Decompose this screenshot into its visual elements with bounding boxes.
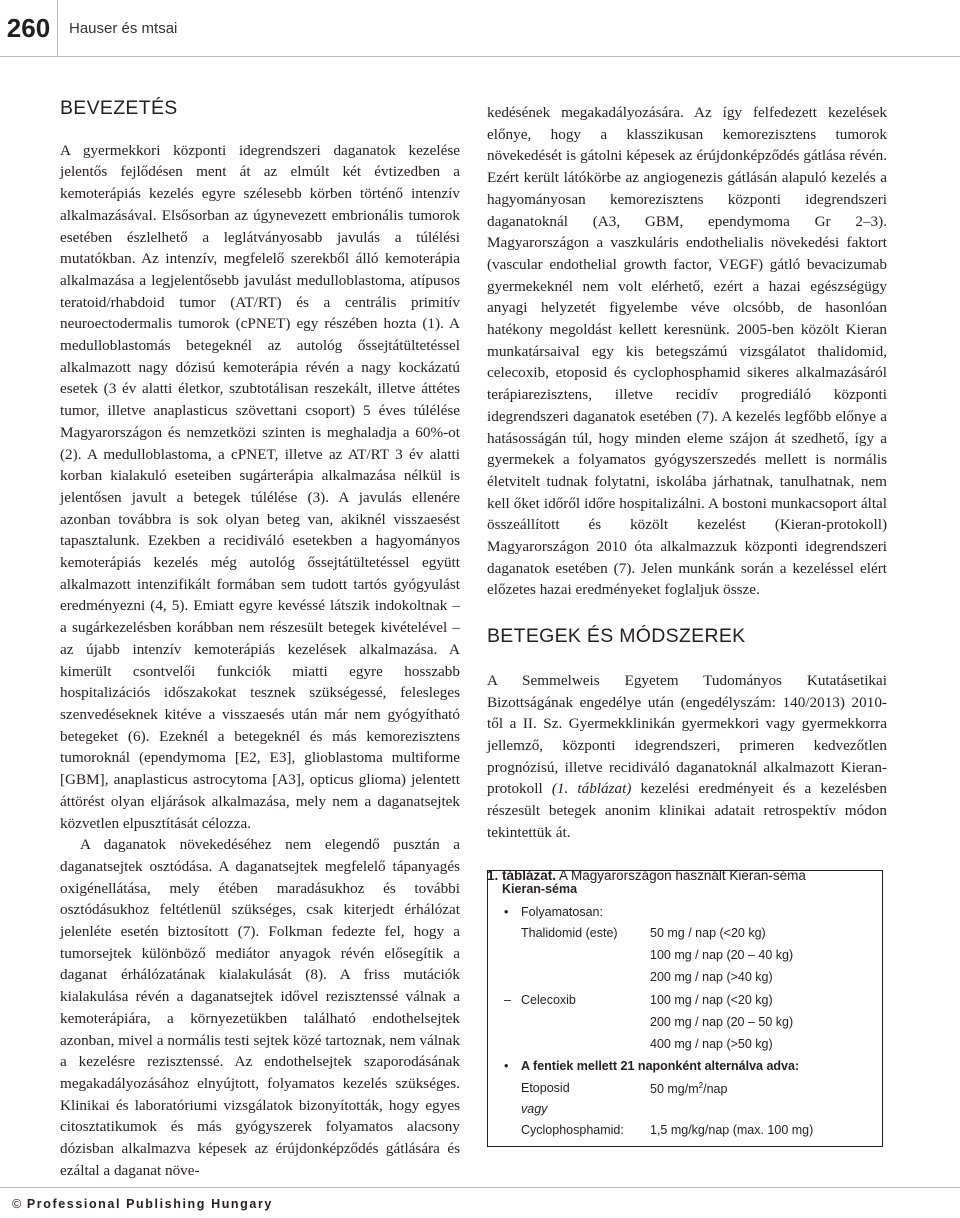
section-heading-betegek: BETEGEK ÉS MÓDSZEREK <box>487 625 746 648</box>
or-label: vagy <box>521 1102 548 1116</box>
page-header <box>0 0 960 57</box>
paragraph: kedésének megakadályozására. Az így felfedezett kezelések előnye, hogy a klasszikusan kemorezisztens tumorok növekedését is gátolni képesek az érújdonképződés gátlása révén. Ezért került látókörbe az angiogenezis gátlásán alapuló kezelés a hagyományosan kemorezisztens központi idegrendszeri daganatoknál (A3, GBM, ependymoma Gr 2–3). Magyarországon a vaszkuláris endothelialis növekedési faktort (vascular endothelial growth factor, VEGF) gátló bevacizumab gyermekeknél nem volt elérhető, ezért a hazai egészségügy anyagi helyzetét figyelembe véve olcsóbb, de hasonlóan hatékony megoldást kellett keresnünk. 2005-ben közölt Kieran munkatársaival egy kis betegszámú vizsgálatot thalidomid, celecoxib, etoposid és cyclophosphamid sikeres alkalmazásáról terápiarezisztens, illetve recidív progrediáló központi idegrendszeri daganatok esetében (7). A kezelés legfőbb előnye a hatásosságán túl, hogy minden eleme szájon át szedhető, így a gyermekek a folyamatos gyógyszerszedés mellett is normális életvitelt tudnak folytatni, iskolába járhatnak, tanulhatnak, nem kell őket időről időre hospitalizálni. A bostoni munkacsoport által összeállított és közölt kezelést (Kieran-protokoll) Magyarországon 2010 óta alkalmazzuk központi idegrendszeri daganatok esetében (7). Jelen munkánk során a kezeléssel elért előzetes hazai eredményeket foglaljuk össze. <box>487 104 887 599</box>
dose: 200 mg / nap (20 – 50 kg) <box>650 1015 794 1029</box>
dose: 50 mg / nap (<20 kg) <box>650 926 766 940</box>
dose: 400 mg / nap (>50 kg) <box>650 1037 773 1051</box>
paragraph: A gyermekkori központi idegrendszeri daganatok kezelése jelentős fejlődésen ment át az elmúlt két évtizedben a kemoterápiás kezelés egyre szélesebb körben történő intenzív alkalmazásával. Elsősorban az úgynevezett embrionális tumorok esetében észlelhető a leglátványosabb javulás a túlélési mutatókban. Az intenzív, megfelelő szerekből álló kemoterápia alkalmazása a legjelentősebb javulást medulloblastoma, atípusos teratoid/rhabdoid tumor (AT/RT) és a centrális primitív neuroectodermalis tumorok (cPNET) egy részében hozta (1). A medulloblastomás betegeknél az autológ őssejtátültetéssel alkalmazott nagy dózisú kemoterápia révén a nagy kockázatú esetek (3 év alatti életkor, szubtotálisan reszekált, illetve áttétes tumor, illetve anaplasticus szövettani csoport) 5 éves túlélése Magyarországon és nemzetközi szinten is meghaladja a 60%-ot (2). A medulloblastoma, a cPNET, illetve az AT/RT 3 év alatti korban kialakuló eseteiben sugárterápia alkalmazása nélkül is jelentősen javult a betegek túlélése (3). A javulás ellenére azonban továbbra is sok olyan beteg van, akiknél visszaesést tapasztalunk. Ezekben a recidiváló esetekben a hagyományos kemoterápiás kezelés még autológ őssejtátültetéssel együtt alkalmazott intenzifikált formában sem tudott tartós gyógyulást eredményezni (4, 5). Emiatt egyre kevéssé látszik indokoltnak – a sugárkezelésben korábban nem részesült betegek kivételével – az újabb intenzív kemoterápiás kezelések alkalmazása. A kimerült csontvelői funkciók miatti egyre hosszabb hospitalizációs időszakokat tesznek szükségessé, felesleges szenvedéseknek kitéve a visszaesés után már nem gyógyítható betegeket (6). Ezeknél a betegeknél és más kemorezisztens tumoroknál (ependymoma [E2, E3], glioblastoma multiforme [GBM], anaplasticus astrocytoma [A3], opticus glioma) jelentett áttörést olyan eljárások alkalmazása, mely nem a daganatsejtek közvetlen elpusztítását célozza. <box>60 141 460 832</box>
publisher-credit: © Professional Publishing Hungary <box>12 1197 273 1211</box>
dose: 100 mg / nap (<20 kg) <box>650 993 773 1007</box>
drug-name: Etoposid <box>521 1081 570 1095</box>
running-head: Hauser és mtsai <box>69 20 178 37</box>
page-footer <box>0 1187 960 1218</box>
table-label: Folyamatosan: <box>521 905 603 919</box>
bullet-icon: • <box>504 905 509 919</box>
drug-name: Celecoxib <box>521 993 576 1007</box>
paragraph: A Semmelweis Egyetem Tudományos Kutatásetikai Bizottságának engedélye után (engedélyszám: 140/2013) 2010-től a II. Sz. Gyermekklinikán gyermekkori vagy gyermekkorra jellemző, központi idegrendszeri, primeren kedvezőtlen prognózisú, illetve recidiváló daganatoknál alkalmazott Kieran-protokoll (1. táblázat) kezelési eredményeit és a kezelésben részesült betegek anonim klinikai adatait retrospektív módon tekintettük át. <box>487 671 887 841</box>
dose: 100 mg / nap (20 – 40 kg) <box>650 948 794 962</box>
page-number: 260 <box>0 0 58 56</box>
dose: 1,5 mg/kg/nap (max. 100 mg) <box>650 1123 814 1137</box>
table-title: Kieran-séma <box>502 882 578 896</box>
table-label: A fentiek mellett 21 naponként alternálva adva: <box>521 1059 800 1073</box>
left-column <box>60 98 460 1181</box>
paragraph: A daganatok növekedéséhez nem elegendő pusztán a daganatsejtek osztódása. A daganatsejtek megfelelő tápanyagés oxigénellátása, mely étében maradásukhoz és további osztódásukhoz feltétlenül szükséges, csak kiterjedt érhálózat jelenléte esetén biztosított (7). Folkman fedezte fel, hogy a tumorsejtek különböző mediátor anyagok révén elősegítik a daganat érhálózatának kialakulását (8). A friss mutációk kialakulása révén a daganatsejtek idővel rezisztenssé válnak a kemoterápiára, a környezetükben található endothelsejtek azonban, mivel a normális testi sejtek közé tartoznak, nem válnak a kezelésre rezisztenssé. Az endothelsejtek szaporodásának megakadályozásához elnyújtott, folyamatos kezelés szükséges. Klinikai és laboratóriumi vizsgálatok bizonyították, hogy egyes citosztatikumok és más gyógyszerek folyamatos alacsony dózisban alkalmazva képesek az érújdonképződés gátlására és ezáltal a daganat növe- <box>60 836 460 1179</box>
drug-name: Cyclophosphamid: <box>521 1123 624 1137</box>
dose: 50 $mg/m^2$/nap <box>650 1081 728 1097</box>
section-heading-bevezetes: BEVEZETÉS <box>60 97 178 119</box>
right-column <box>487 102 887 886</box>
bullet-icon: • <box>504 1059 509 1073</box>
drug-name: Thalidomid (este) <box>521 926 618 940</box>
dose: 200 mg / nap (>40 kg) <box>650 970 773 984</box>
dash-marker: – <box>504 993 511 1007</box>
table-caption: 1. táblázat. A Magyarországon használt Kieran-séma <box>487 867 806 883</box>
copyright-icon: © <box>12 1197 23 1211</box>
kieran-table <box>487 870 883 1147</box>
